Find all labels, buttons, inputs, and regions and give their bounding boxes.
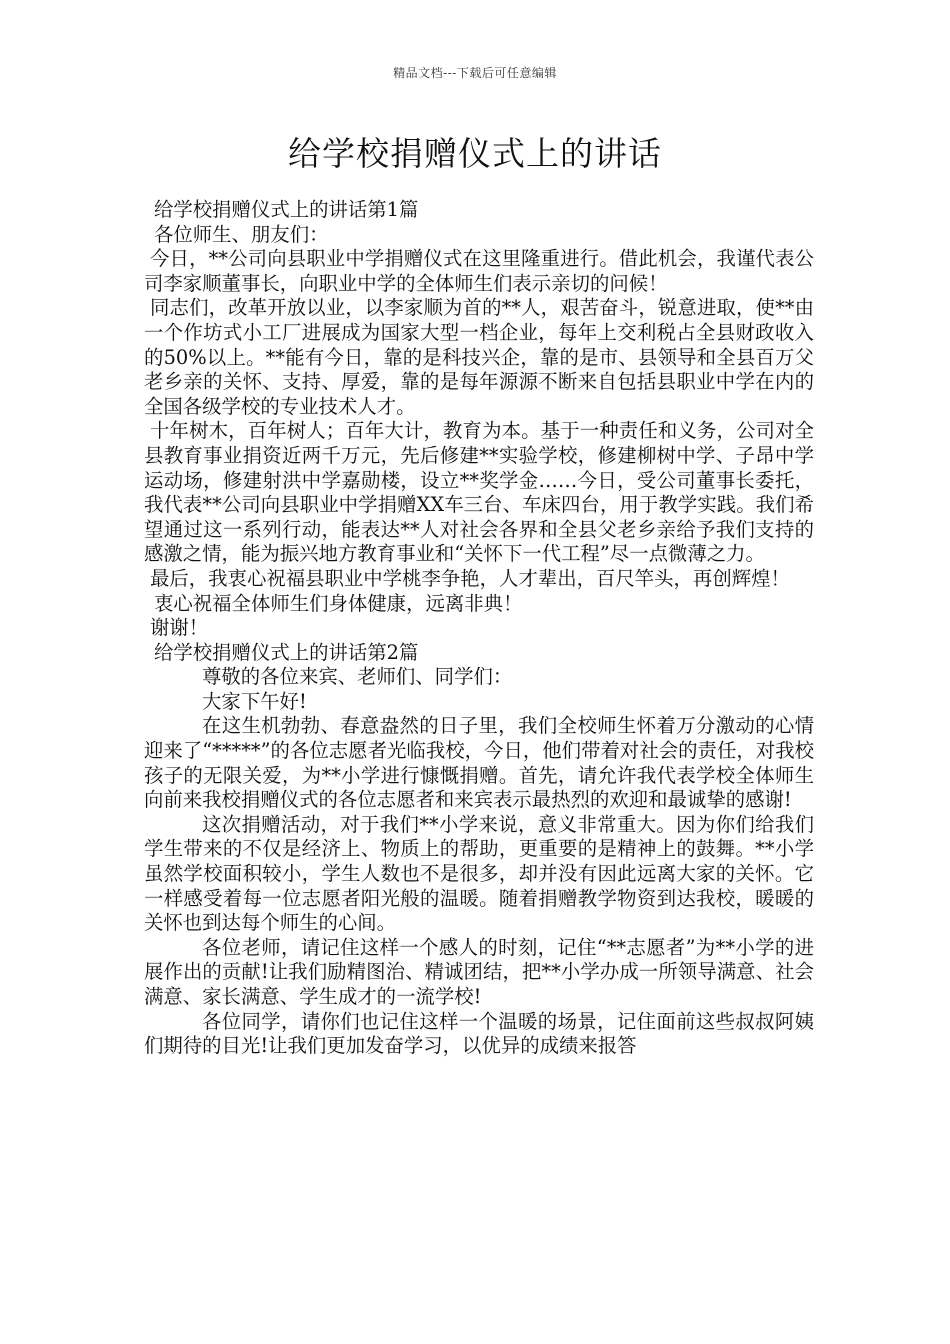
greeting: 大家下午好! (202, 689, 307, 713)
paragraph: 最后，我衷心祝福县职业中学桃李争艳，人才辈出，百尺竿头，再创辉煌！ (150, 566, 790, 590)
document-title: 给学校捐赠仪式上的讲话 (288, 134, 662, 173)
paragraph: 在这生机勃勃、春意盎然的日子里，我们全校师生怀着万分激动的心情迎来了“*****”的各位志愿者光临我校，今日，他们带着对社会的责任，对我校孩子的无限关爱，为**小学进行慷慨捐赠。首先，请允许我代表学校全体师生向前来我校捐赠仪式的各位志愿者和来宾表示最热烈的欢迎和最诚挚的感谢! (144, 714, 814, 812)
salutation: 各位师生、朋友们： (154, 222, 329, 246)
paragraph: 各位同学，请你们也记住这样一个温暖的场景，记住面前这些叔叔阿姨们期待的目光!让我们更加发奋学习，以优异的成绩来报答 (144, 1009, 814, 1058)
closing-thanks: 谢谢！ (150, 616, 209, 640)
paragraph: 这次捐赠活动，对于我们**小学来说，意义非常重大。因为你们给我们学生带来的不仅是经济上、物质上的帮助，更重要的是精神上的鼓舞。**小学虽然学校面积较小，学生人数也不是很多，却并没有因此远离大家的关怀。它一样感受着每一位志愿者阳光般的温暖。随着捐赠教学物资到达我校，暖暖的关怀也到达每个师生的心间。 (144, 812, 814, 935)
salutation: 尊敬的各位来宾、老师们、同学们： (202, 665, 513, 689)
paragraph: 今日，**公司向县职业中学捐赠仪式在这里隆重进行。借此机会，我谨代表公司李家顺董事长，向职业中学的全体师生们表示亲切的问候！ (144, 247, 814, 295)
paragraph: 衷心祝福全体师生们身体健康，远离非典！ (154, 591, 523, 615)
paragraph: 十年树木，百年树人；百年大计，教育为本。基于一种责任和义务，公司对全县教育事业捐资近两千万元，先后修建**实验学校，修建柳树中学、子昂中学运动场，修建射洪中学嘉勋楼，设立**奖学金……今日，受公司董事长委托，我代表**公司向县职业中学捐赠XX车三台、车床四台，用于教学实践。我们希望通过这一系列行动，能表达**人对社会各界和全县父老乡亲给予我们支持的感激之情，能为振兴地方教育事业和“关怀下一代工程”尽一点微薄之力。 (144, 419, 814, 566)
paragraph: 同志们，改革开放以业，以李家顺为首的**人，艰苦奋斗，锐意进取，使**由一个作坊式小工厂进展成为国家大型一档企业，每年上交利税占全县财政收入的50%以上。**能有今日，靠的是科技兴企，靠的是市、县领导和全县百万父老乡亲的关怀、支持、厚爱，靠的是每年源源不断来自包括县职业中学在内的全国各级学校的专业技术人才。 (144, 296, 814, 418)
header-note: 精品文档---下载后可任意编辑 (393, 66, 557, 80)
paragraph: 各位老师，请记住这样一个感人的时刻，记住“**志愿者”为**小学的进展作出的贡献!让我们励精图治、精诚团结，把**小学办成一所领导满意、社会满意、家长满意、学生成才的一流学校! (144, 935, 814, 1008)
section-heading-2: 给学校捐赠仪式上的讲话第2篇 (154, 640, 419, 664)
section-heading-1: 给学校捐赠仪式上的讲话第1篇 (154, 198, 419, 221)
document-body (144, 198, 814, 1059)
